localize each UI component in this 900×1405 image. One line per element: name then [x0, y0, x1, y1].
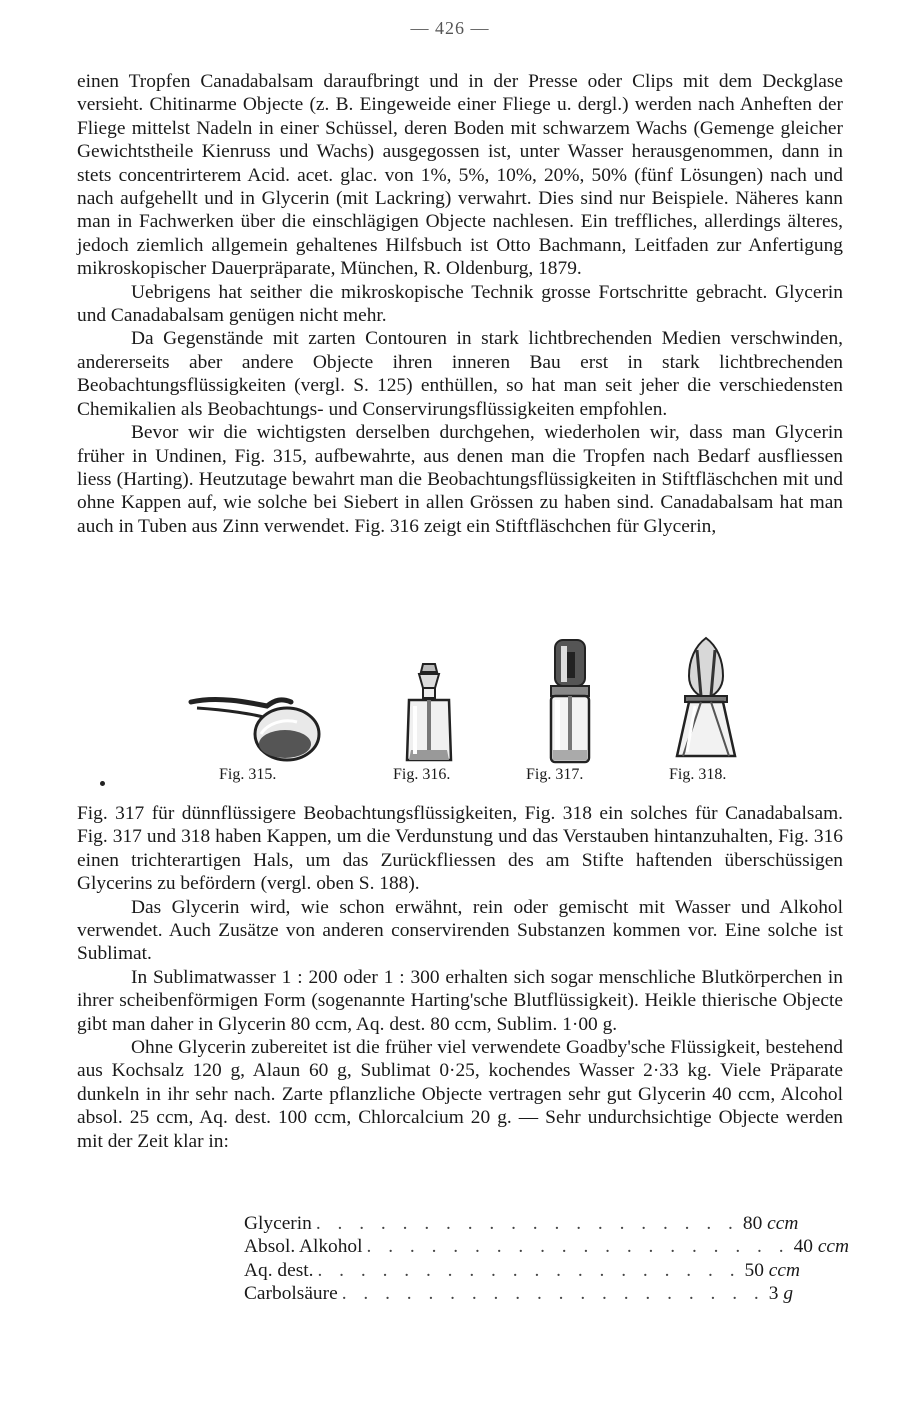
- figure-caption: Fig. 316.: [393, 766, 451, 783]
- paragraph: Das Glycerin wird, wie schon erwähnt, rein oder gemischt mit Wasser und Alkohol verwendet. Auch Zusätze von anderen conservirenden Substanzen kommen vor. Eine solche ist Sublimat.: [77, 896, 843, 965]
- recipe-amount: 50 ccm: [744, 1259, 801, 1281]
- recipe-amount: 3 g: [768, 1283, 794, 1305]
- figure-row: [77, 636, 843, 786]
- figure-caption: Fig. 317.: [526, 766, 584, 783]
- paragraph: Da Gegenstände mit zarten Contouren in stark lichtbrechenden Medien verschwinden, andererseits aber andere Objecte ihren inneren Bau erst in stark lichtbrechenden Beobachtungsflüssigkeiten (vergl. S. 125) enthüllen, so hat man seit jeher die verschiedensten Chemikalien als Beobachtungs- und Conservirungsflüssigkeiten empfohlen.: [77, 328, 843, 420]
- conical-bottle-icon: [673, 636, 739, 760]
- recipe-row: [244, 1235, 850, 1258]
- dot-leader: . . . . . . . . . . . . . . . . . . . .: [315, 1213, 739, 1234]
- recipe-amount: 80 ccm: [742, 1213, 799, 1234]
- recipe-amount: 40 ccm: [793, 1236, 850, 1258]
- text-block-upper: [77, 70, 843, 538]
- paragraph: Fig. 317 für dünnflüssigere Beobachtungsflüssigkeiten, Fig. 318 ein solches für Canadabalsam. Fig. 317 und 318 haben Kappen, um die Verdunstung und das Verstauben hintanzuhalten, Fig. 316 einen trichterartigen Hals, um das Zurückfliessen des am Stifte haftenden überschüssigen Glycerins zu befördern (vergl. oben S. 188).: [77, 803, 843, 895]
- capped-bottle-icon: [547, 638, 593, 764]
- recipe-ingredient: Carbolsäure: [244, 1283, 338, 1305]
- figure-caption: Fig. 315.: [219, 766, 277, 783]
- undine-bottle-icon: [187, 688, 327, 764]
- paragraph: Ohne Glycerin zubereitet ist die früher viel verwendete Goadby'sche Flüssigkeit, bestehend aus Kochsalz 120 g, Alaun 60 g, Sublimat 0·25, kochendes Wasser 2·33 kg. Viele Präparate dunkeln in ihr sehr nach. Zarte pflanzliche Objecte vertragen sehr gut Glycerin 40 ccm, Alcohol absol. 25 ccm, Aq. dest. 100 ccm, Chlorcalcium 20 g. — Sehr undurchsichtige Objecte werden mit der Zeit klar in:: [77, 1037, 843, 1152]
- recipe-table: [244, 1212, 850, 1306]
- figure-caption: Fig. 318.: [669, 766, 727, 783]
- paragraph: einen Tropfen Canadabalsam daraufbringt und in der Presse oder Clips mit dem Deckglase versieht. Chitinarme Objecte (z. B. Eingeweide einer Fliege u. dergl.) werden nach Anheften der Fliege mittelst Nadeln in einer Schüssel, deren Boden mit schwarzem Wachs (Gemenge gleicher Gewichtstheile Kienruss und Wachs) ausgegossen ist, unter Wasser herausgenommen, dann in stets concentrirterem Acid. acet. glac. von 1%, 5%, 10%, 20%, 50% (fünf Lösungen) nach und nach aufgehellt und in Glycerin (mit Lackring) verwahrt. Dies sind nur Beispiele. Näheres kann man in Fachwerken über die einschlägigen Objecte nachlesen. Ein treffliches, allerdings älteres, jedoch ziemlich allgemein gehaltenes Hilfsbuch ist Otto Bachmann, Leitfaden zur Anfertigung mikroskopischer Dauerpräparate, München, R. Oldenburg, 1879.: [77, 71, 843, 280]
- recipe-ingredient: Aq. dest.: [244, 1259, 314, 1281]
- recipe-ingredient: Glycerin: [244, 1213, 312, 1234]
- text-block-lower: [77, 802, 843, 1153]
- dot-leader: . . . . . . . . . . . . . . . . . . . .: [341, 1283, 765, 1305]
- recipe-row: [244, 1282, 794, 1305]
- recipe-row: [244, 1259, 801, 1282]
- dot-leader: . . . . . . . . . . . . . . . . . . . .: [366, 1236, 790, 1258]
- paragraph: Bevor wir die wichtigsten derselben durchgehen, wiederholen wir, dass man Glycerin früher in Undinen, Fig. 315, aufbewahrte, aus denen man die Tropfen nach Bedarf ausfliessen liess (Harting). Heutzutage bewahrt man die Beobachtungsflüssigkeiten in Stiftfläschchen mit und ohne Kappen auf, wie solche bei Siebert in allen Grössen zu haben sind. Canadabalsam hat man auch in Tuben aus Zinn verwendet. Fig. 316 zeigt ein Stiftfläschchen für Glycerin,: [77, 422, 843, 537]
- paragraph: Uebrigens hat seither die mikroskopische Technik grosse Fortschritte gebracht. Glycerin und Canadabalsam genügen nicht mehr.: [77, 281, 843, 327]
- print-speck: [100, 781, 105, 786]
- page-number: — 426 —: [410, 18, 490, 38]
- paragraph: In Sublimatwasser 1 : 200 oder 1 : 300 erhalten sich sogar menschliche Blutkörperchen in ihrer scheibenförmigen Form (sogenannte Harting'sche Blutflüssigkeit). Heikle thierische Objecte gibt man daher in Glycerin 80 ccm, Aq. dest. 80 ccm, Sublim. 1·00 g.: [77, 966, 843, 1035]
- recipe-ingredient: Absol. Alkohol: [244, 1236, 363, 1258]
- recipe-row: [244, 1212, 799, 1235]
- stopper-bottle-icon: [401, 660, 457, 764]
- dot-leader: . . . . . . . . . . . . . . . . . . . .: [317, 1259, 741, 1281]
